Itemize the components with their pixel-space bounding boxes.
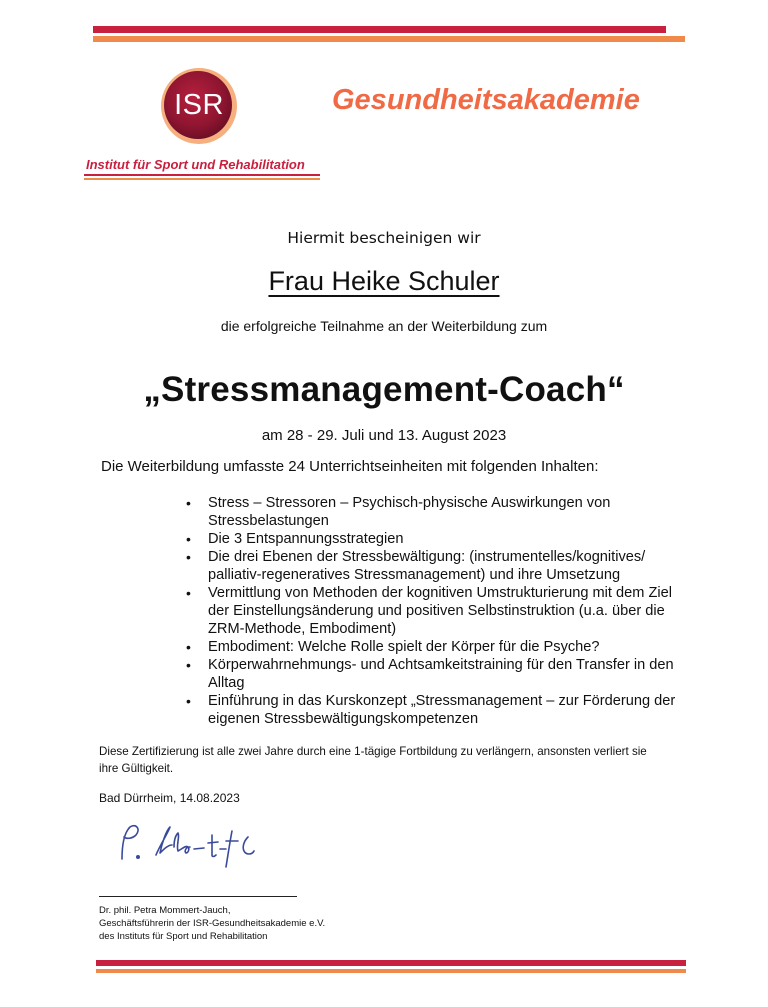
top-bar-red — [93, 26, 666, 33]
list-item — [186, 692, 686, 728]
topic-text: Stress – Stressoren – Psychisch-physische Auswirkungen von Stressbelastungen — [208, 495, 611, 529]
signature-line — [99, 896, 297, 897]
academy-title: Gesundheitsakademie — [332, 84, 640, 116]
list-item — [186, 638, 686, 656]
topic-text: Vermittlung von Methoden der kognitiven Umstrukturierung mit dem Ziel der Einstellungsänderung und positiven Selbstinstruktion (u.a. über die ZRM-Methode, Embodiment) — [208, 585, 672, 637]
list-item — [186, 656, 686, 692]
isr-logo — [152, 66, 246, 146]
list-item — [186, 494, 686, 530]
bullet-icon: • — [186, 495, 191, 511]
bottom-bar-orange — [96, 969, 686, 973]
place-date: Bad Dürrheim, 14.08.2023 — [99, 791, 240, 805]
list-item — [186, 584, 686, 638]
bullet-icon: • — [186, 657, 191, 673]
list-item — [186, 548, 686, 584]
topic-text: Einführung in das Kurskonzept „Stressmanagement – zur Förderung der eigenen Stressbewältigungskompetenzen — [208, 693, 676, 727]
institute-name: Institut für Sport und Rehabilitation — [86, 157, 305, 172]
signature-icon — [108, 815, 288, 885]
signature — [108, 815, 288, 885]
recipient-name: Frau Heike Schuler — [268, 266, 500, 296]
course-dates: am 28 - 29. Juli und 13. August 2023 — [261, 427, 507, 444]
institute-underline-orange — [84, 178, 320, 180]
course-title: „Stressmanagement-Coach“ — [143, 370, 625, 409]
list-item — [186, 530, 686, 548]
participation-text: die erfolgreiche Teilnahme an der Weiterbildung zum — [220, 318, 548, 334]
signer-block — [99, 904, 325, 943]
institute-underline-red — [84, 174, 320, 176]
top-bar-orange — [93, 36, 685, 42]
scope-intro: Die Weiterbildung umfasste 24 Unterrichtseinheiten mit folgenden Inhalten: — [101, 458, 599, 475]
bottom-bar-red — [96, 960, 686, 966]
bullet-icon: • — [186, 549, 191, 565]
topic-text: Embodiment: Welche Rolle spielt der Körper für die Psyche? — [208, 639, 600, 655]
topic-text: Körperwahrnehmungs- und Achtsamkeitstraining für den Transfer in den Alltag — [208, 657, 674, 691]
topics-list — [186, 494, 686, 728]
signer-role: Geschäftsführerin der ISR-Gesundheitsakademie e.V. — [99, 918, 326, 929]
topic-text: Die 3 Entspannungsstrategien — [208, 531, 404, 547]
signer-org: des Instituts für Sport und Rehabilitation — [99, 931, 268, 942]
validity-note: Diese Zertifizierung ist alle zwei Jahre durch eine 1-tägige Fortbildung zu verlängern, ansonsten verliert sie ihre Gültigkeit. — [99, 745, 647, 775]
bullet-icon: • — [186, 639, 191, 655]
logo-text: ISR — [174, 89, 224, 121]
bullet-icon: • — [186, 585, 191, 601]
topic-text: Die drei Ebenen der Stressbewältigung: (instrumentelles/kognitives/ palliativ-regeneratives Stressmanagement) und ihre Umsetzung — [208, 549, 646, 583]
signer-name: Dr. phil. Petra Mommert-Jauch, — [99, 905, 231, 916]
attestation-intro: Hiermit bescheinigen wir — [287, 229, 481, 247]
bullet-icon: • — [186, 693, 191, 709]
bullet-icon: • — [186, 531, 191, 547]
